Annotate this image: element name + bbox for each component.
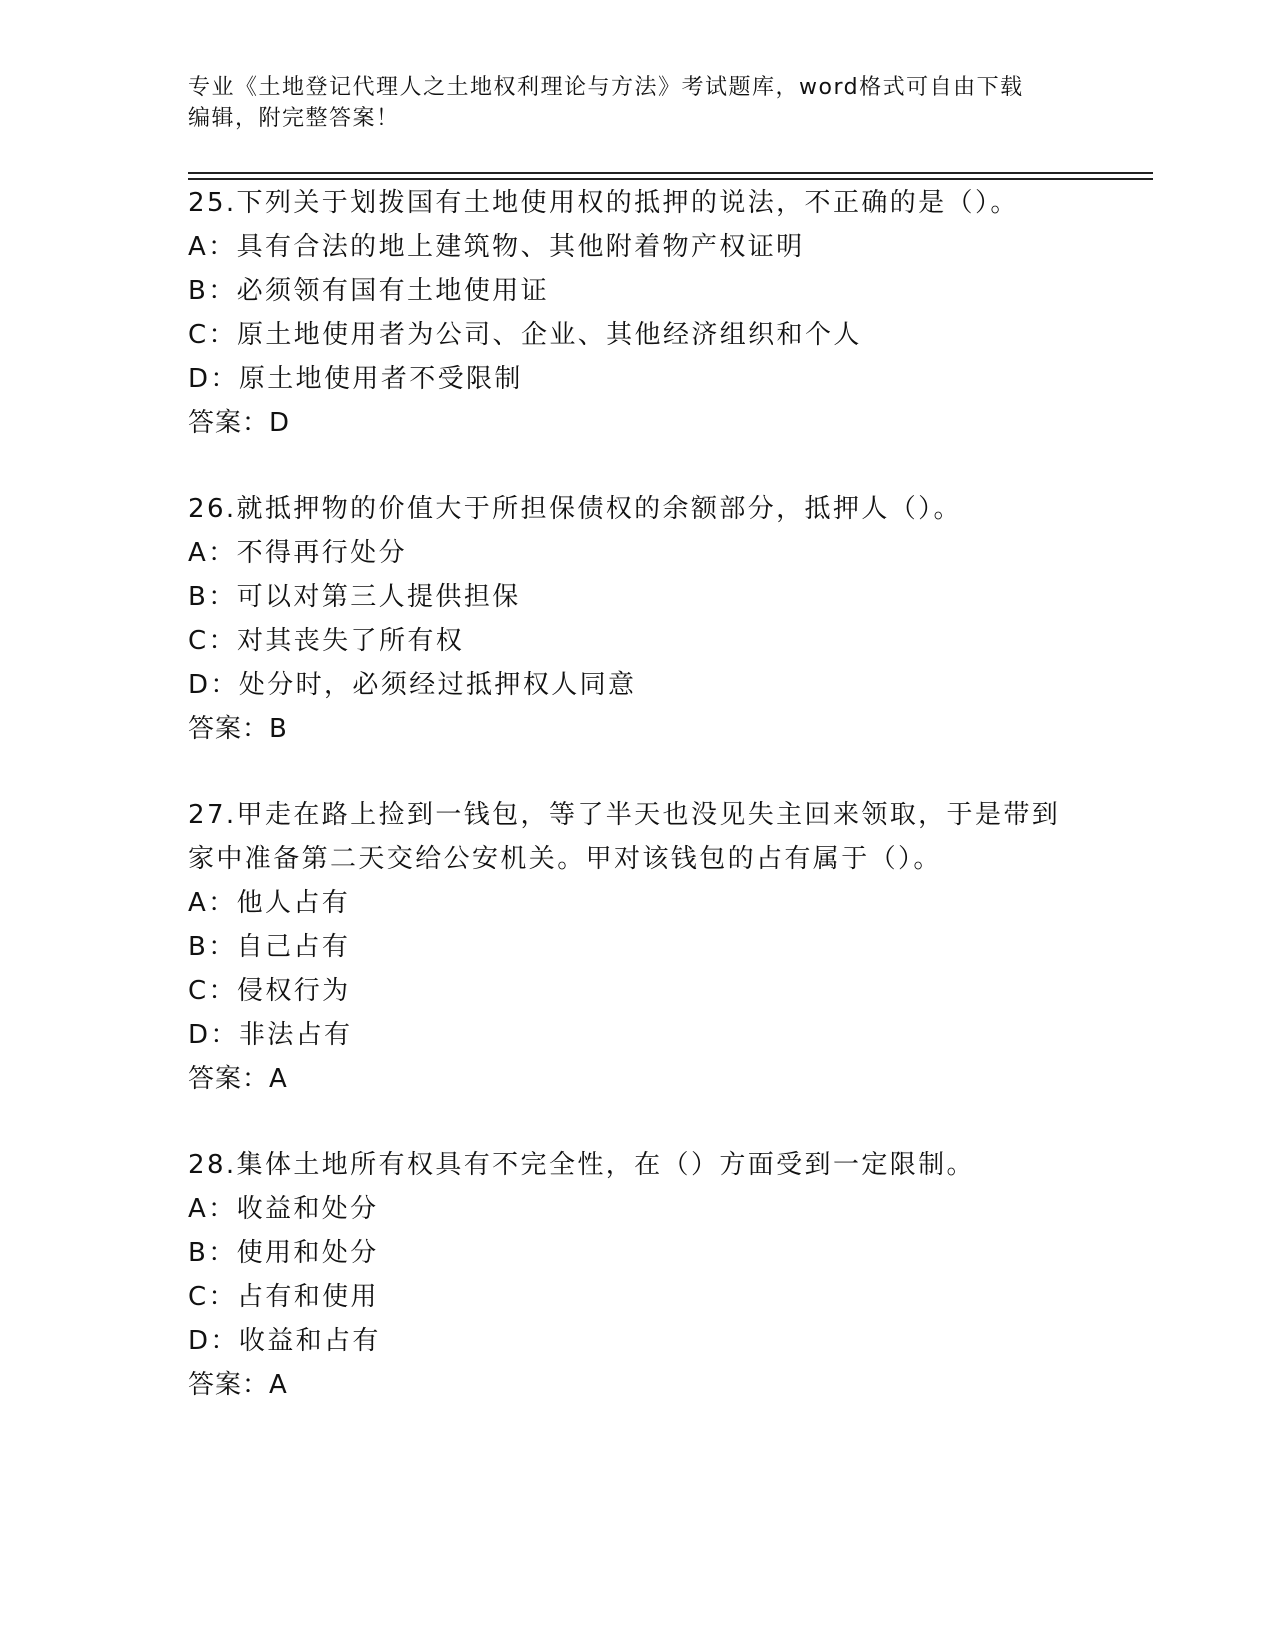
option-a: A：他人占有 xyxy=(188,888,351,918)
option-a: A：收益和处分 xyxy=(188,1194,379,1224)
option-c: C：占有和使用 xyxy=(188,1282,379,1312)
question-stem-line-2: 家中准备第二天交给公安机关。甲对该钱包的占有属于（）。 xyxy=(188,844,942,874)
option-b: B：使用和处分 xyxy=(188,1238,379,1268)
question-stem: 26.就抵押物的价值大于所担保债权的余额部分，抵押人（）。 xyxy=(188,494,962,524)
header-divider-top xyxy=(188,172,1153,174)
option-d: D：原土地使用者不受限制 xyxy=(188,364,523,394)
option-c: C：对其丧失了所有权 xyxy=(188,626,465,656)
option-c: C：原土地使用者为公司、企业、其他经济组织和个人 xyxy=(188,320,862,350)
question-stem-line-1: 27.甲走在路上捡到一钱包，等了半天也没见失主回来领取，于是带到 xyxy=(188,800,1061,830)
header-title-line-2: 编辑，附完整答案！ xyxy=(188,106,400,131)
option-d: D：非法占有 xyxy=(188,1020,353,1050)
header-title-line-1: 专业《土地登记代理人之土地权利理论与方法》考试题库，word格式可自由下载 xyxy=(188,75,1024,100)
option-a: A：具有合法的地上建筑物、其他附着物产权证明 xyxy=(188,232,805,262)
answer-label: 答案：A xyxy=(188,1370,288,1400)
option-b: B：必须领有国有土地使用证 xyxy=(188,276,550,306)
option-b: B：可以对第三人提供担保 xyxy=(188,582,521,612)
option-a: A：不得再行处分 xyxy=(188,538,407,568)
answer-label: 答案：D xyxy=(188,408,291,438)
option-c: C：侵权行为 xyxy=(188,976,351,1006)
answer-label: 答案：B xyxy=(188,714,288,744)
answer-label: 答案：A xyxy=(188,1064,288,1094)
header-divider-bottom xyxy=(188,178,1153,180)
question-stem: 25.下列关于划拨国有土地使用权的抵押的说法，不正确的是（）。 xyxy=(188,188,1019,218)
option-d: D：处分时，必须经过抵押权人同意 xyxy=(188,670,637,700)
option-b: B：自己占有 xyxy=(188,932,351,962)
question-stem: 28.集体土地所有权具有不完全性，在（）方面受到一定限制。 xyxy=(188,1150,975,1180)
option-d: D：收益和占有 xyxy=(188,1326,381,1356)
